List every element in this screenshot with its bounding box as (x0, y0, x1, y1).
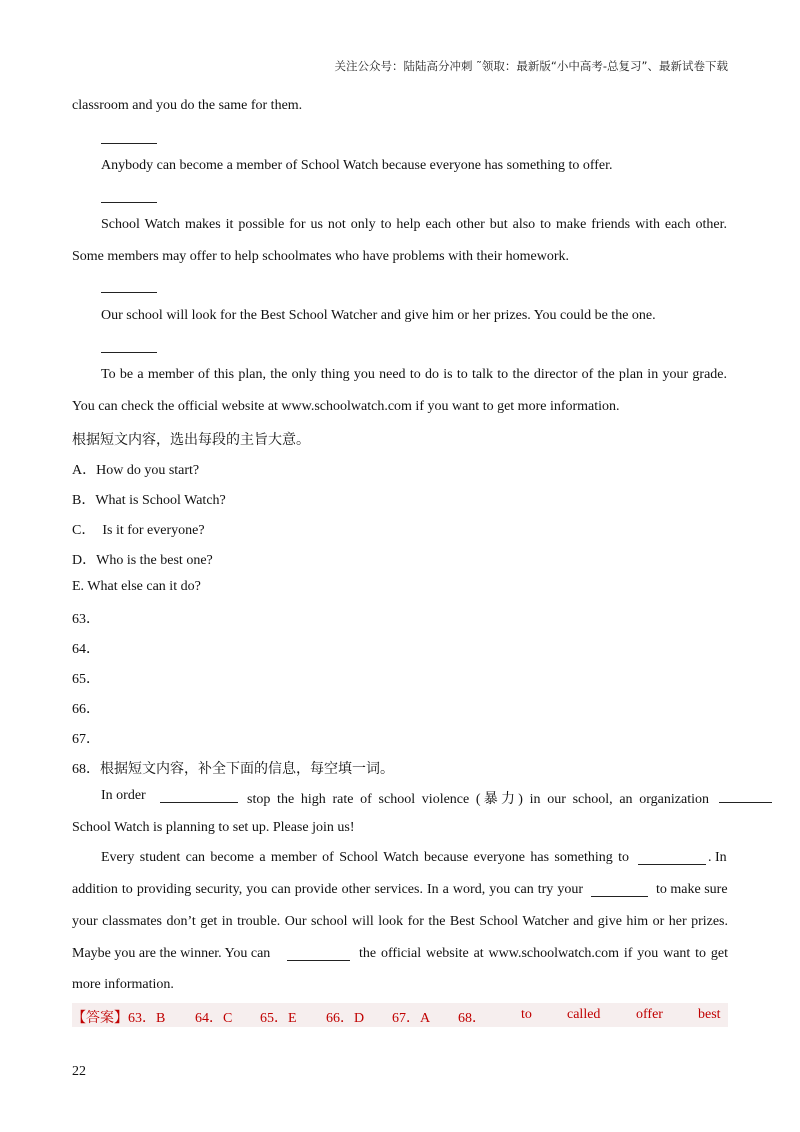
question-64: 64． (72, 642, 100, 657)
q68-line-5: your classmates don’t get in trouble. Our school will look for the Best School Watcher and give him or her prizes. (72, 914, 728, 929)
q68-line-4-end: to make sure (656, 882, 728, 897)
heading-blank-2 (101, 202, 157, 203)
paragraph-1-end: classroom and you do the same for them. (72, 98, 303, 113)
q68-line-2: School Watch is planning to set up. Please join us! (72, 820, 355, 835)
q68-line-3-start: Every student can become a member of School Watch because everyone has something to (101, 850, 629, 865)
answer-word-1: to (521, 1007, 532, 1022)
question-65: 65． (72, 672, 100, 687)
heading-blank-3 (101, 292, 157, 293)
page-number: 22 (72, 1064, 86, 1079)
q68-line-6-end: the official website at www.schoolwatch.com if you want to get (359, 946, 728, 961)
answer-word-4: best (698, 1007, 721, 1022)
answer-64: 64．C (195, 1011, 233, 1026)
paragraph-4: Our school will look for the Best School Watcher and give him or her prizes. You could be the one. (101, 308, 656, 323)
q68-line-1-start: In order (101, 788, 146, 803)
option-b: B．What is School Watch? (72, 493, 226, 508)
q68-blank-3 (638, 852, 706, 865)
option-d: D．Who is the best one? (72, 553, 213, 568)
question-63: 63． (72, 612, 100, 627)
paragraph-2: Anybody can become a member of School Watch because everyone has something to offer. (101, 158, 613, 173)
q68-line-1-end: stop the high rate of school violence (暴力) in our school, an organization (247, 792, 709, 807)
paragraph-3-line-1: School Watch makes it possible for us not only to help each other but also to make friends with each other. (101, 217, 727, 232)
q68-line-6-start: Maybe you are the winner. You can (72, 946, 271, 961)
answer-68: 68． (458, 1011, 486, 1026)
paragraph-5-line-2: You can check the official website at www.schoolwatch.com if you want to get more information. (72, 399, 620, 414)
answer-word-2: called (567, 1007, 601, 1022)
heading-blank-1 (101, 143, 157, 144)
answer-65: 65．E (260, 1011, 297, 1026)
option-a: A．How do you start? (72, 463, 200, 478)
q68-line-4-start: addition to providing security, you can provide other services. In a word, you can try your (72, 882, 583, 897)
question-68-label: 68．根据短文内容，补全下面的信息，每空填一词。 (72, 762, 394, 777)
answer-word-3: offer (636, 1007, 663, 1022)
option-e: E. What else can it do? (72, 579, 201, 594)
q68-blank-4 (591, 884, 648, 897)
heading-blank-4 (101, 352, 157, 353)
q68-blank-1 (160, 790, 238, 803)
paragraph-3-line-2: Some members may offer to help schoolmates who have problems with their homework. (72, 249, 570, 264)
paragraph-5-line-1: To be a member of this plan, the only thing you need to do is to talk to the director of the plan in your grade. (101, 367, 727, 382)
question-67: 67． (72, 732, 100, 747)
answer-66: 66．D (326, 1011, 365, 1026)
answer-67: 67．A (392, 1011, 431, 1026)
q68-line-7: more information. (72, 977, 174, 992)
q68-line-3-end: . In (708, 850, 727, 865)
option-c: C． Is it for everyone? (72, 523, 205, 538)
answer-label-63: 【答案】63．B (72, 1011, 166, 1026)
q68-blank-2 (719, 790, 772, 803)
instruction-main-idea: 根据短文内容，选出每段的主旨大意。 (72, 433, 310, 448)
question-66: 66． (72, 702, 100, 717)
page-header: 关注公众号：陆陆高分冲刺 ˜领取：最新版“小中高考-总复习”、最新试卷下载 (334, 59, 728, 73)
q68-blank-5 (287, 948, 350, 961)
